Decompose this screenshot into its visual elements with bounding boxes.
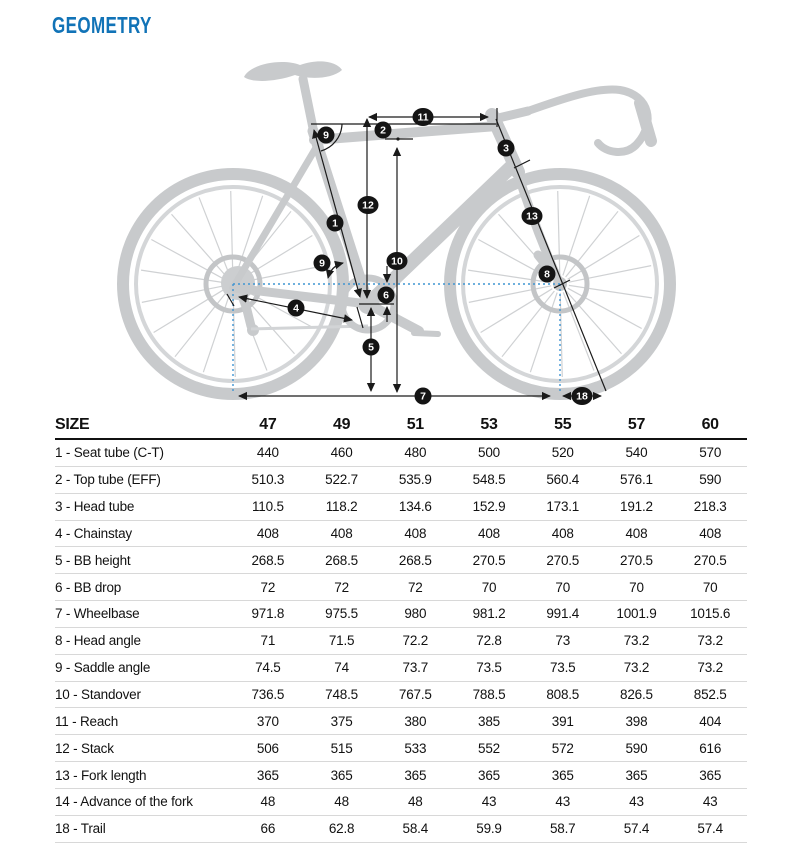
row-value: 48: [334, 794, 349, 810]
row-value: 70: [629, 579, 644, 595]
row-value: 460: [330, 445, 353, 461]
row-value: 576.1: [620, 472, 653, 488]
row-value: 43: [555, 794, 571, 810]
table-row: [55, 762, 747, 789]
row-label: 3 - Head tube: [55, 499, 135, 515]
row-value: 173.1: [546, 499, 580, 515]
table-row: [55, 816, 747, 843]
size-column-header: 49: [332, 416, 351, 433]
row-value: 852.5: [693, 687, 727, 703]
row-value: 480: [404, 445, 427, 461]
row-value: 70: [555, 579, 571, 595]
row-value: 270.5: [693, 552, 727, 568]
row-value: 365: [404, 767, 427, 783]
row-value: 548.5: [472, 472, 506, 488]
row-label: 5 - BB height: [55, 552, 131, 568]
dim-marker-8: [539, 266, 556, 283]
row-value: 72.2: [402, 633, 429, 649]
standover-dot: [396, 137, 399, 140]
row-value: 808.5: [546, 687, 580, 703]
table-row: [55, 682, 747, 709]
row-value: 408: [330, 525, 353, 541]
row-value: 440: [256, 445, 279, 461]
svg-text:9: 9: [319, 257, 325, 270]
row-value: 72: [334, 579, 349, 595]
dim-marker-4: [288, 300, 305, 317]
row-value: 506: [256, 740, 279, 756]
svg-text:18: 18: [576, 390, 588, 403]
row-value: 71: [260, 633, 276, 649]
row-value: 72: [407, 579, 423, 595]
svg-text:7: 7: [420, 390, 426, 403]
row-value: 66: [260, 821, 276, 837]
row-value: 365: [699, 767, 722, 783]
table-row: [55, 440, 747, 467]
size-column-header: 60: [701, 416, 719, 433]
geometry-table: [55, 412, 747, 843]
table-row: [55, 574, 747, 601]
row-label: 14 - Advance of the fork: [55, 794, 193, 810]
size-column-header: 47: [259, 416, 277, 433]
row-value: 118.2: [325, 499, 358, 515]
row-value: 971.8: [251, 606, 285, 622]
saddle: [244, 61, 342, 81]
table-row: [55, 708, 747, 735]
row-value: 515: [330, 740, 353, 756]
row-value: 57.4: [623, 821, 650, 837]
row-value: 788.5: [472, 687, 506, 703]
row-value: 748.5: [325, 687, 358, 703]
row-value: 560.4: [546, 472, 580, 488]
size-column-header: 55: [554, 416, 572, 433]
dim-marker-18: [572, 387, 593, 405]
dim-marker-11: [413, 108, 434, 126]
row-value: 57.4: [697, 821, 723, 837]
row-value: 365: [256, 767, 279, 783]
row-label: 1 - Seat tube (C-T): [55, 445, 164, 461]
row-value: 191.2: [620, 499, 653, 515]
geometry-diagram-svg: [0, 0, 791, 412]
row-value: 58.4: [402, 821, 429, 837]
stem: [494, 111, 528, 119]
dim-marker-9-bb: [314, 255, 331, 272]
dim-marker-7: [415, 388, 432, 405]
dim-marker-2: [375, 122, 392, 139]
svg-text:11: 11: [417, 111, 429, 124]
svg-text:12: 12: [362, 199, 374, 212]
row-value: 365: [625, 767, 648, 783]
row-value: 73.7: [402, 660, 429, 676]
row-value: 73.5: [549, 660, 576, 676]
table-row: [55, 547, 747, 574]
row-value: 71.5: [328, 633, 355, 649]
row-value: 500: [478, 445, 500, 461]
table-row: [55, 467, 747, 494]
row-value: 398: [625, 713, 648, 729]
row-value: 270.5: [472, 552, 506, 568]
row-label: 13 - Fork length: [55, 767, 147, 783]
page-title: GEOMETRY: [52, 12, 152, 38]
bike-geometry-diagram: [0, 0, 791, 412]
row-value: 391: [551, 713, 574, 729]
svg-text:1: 1: [332, 217, 338, 230]
row-value: 73.2: [697, 633, 723, 649]
row-value: 533: [404, 740, 427, 756]
svg-text:6: 6: [383, 289, 389, 302]
row-label: 8 - Head angle: [55, 633, 141, 649]
seat-post: [303, 79, 314, 133]
dim-marker-6: [378, 287, 395, 304]
table-row: [55, 735, 747, 762]
geometry-table-body: [55, 440, 747, 843]
row-value: 58.7: [549, 821, 576, 837]
row-value: 380: [404, 713, 427, 729]
table-row: [55, 628, 747, 655]
svg-text:13: 13: [526, 210, 538, 223]
down-tube: [369, 166, 512, 303]
row-label: 4 - Chainstay: [55, 525, 132, 541]
row-value: 70: [702, 579, 718, 595]
row-value: 736.5: [251, 687, 285, 703]
dim-marker-13: [522, 207, 543, 225]
row-value: 365: [551, 767, 574, 783]
row-label: 9 - Saddle angle: [55, 660, 151, 676]
svg-text:5: 5: [368, 341, 374, 354]
row-value: 981.2: [472, 606, 506, 622]
dim-marker-1: [327, 215, 344, 232]
svg-text:10: 10: [391, 255, 403, 268]
row-value: 268.5: [325, 552, 358, 568]
table-row: [55, 655, 747, 682]
svg-text:9: 9: [323, 129, 329, 142]
svg-text:8: 8: [544, 268, 550, 281]
row-value: 48: [260, 794, 276, 810]
row-value: 218.3: [693, 499, 727, 515]
row-value: 365: [330, 767, 353, 783]
row-value: 572: [551, 740, 574, 756]
row-value: 522.7: [325, 472, 358, 488]
dim-marker-9-seat-cluster: [318, 127, 335, 144]
row-value: 535.9: [398, 472, 432, 488]
size-column-header: 53: [480, 416, 498, 433]
row-value: 375: [330, 713, 353, 729]
row-value: 62.8: [328, 821, 355, 837]
row-label: 18 - Trail: [55, 821, 106, 837]
row-value: 767.5: [398, 687, 432, 703]
steering-axis-line: [496, 119, 606, 391]
row-value: 73: [555, 633, 571, 649]
row-value: 510.3: [251, 472, 285, 488]
row-value: 48: [407, 794, 423, 810]
row-value: 73.2: [697, 660, 723, 676]
row-value: 43: [702, 794, 718, 810]
dim-marker-10: [387, 252, 408, 270]
row-value: 616: [699, 740, 722, 756]
row-value: 980: [404, 606, 427, 622]
dim-marker-12: [358, 196, 379, 214]
pedal: [414, 333, 438, 334]
row-value: 72.8: [476, 633, 502, 649]
row-value: 152.9: [472, 499, 506, 515]
row-value: 43: [629, 794, 644, 810]
row-value: 991.4: [546, 606, 580, 622]
row-value: 826.5: [620, 687, 653, 703]
table-row: [55, 494, 747, 521]
row-value: 975.5: [325, 606, 358, 622]
row-value: 408: [699, 525, 722, 541]
row-value: 270.5: [546, 552, 580, 568]
row-value: 408: [478, 525, 500, 541]
size-column-header: 57: [627, 416, 646, 433]
row-value: 540: [625, 445, 648, 461]
row-value: 74: [334, 660, 349, 676]
dim-marker-5: [363, 339, 380, 356]
row-value: 268.5: [251, 552, 285, 568]
row-label: 11 - Reach: [55, 713, 119, 729]
table-header: [55, 412, 747, 440]
row-value: 590: [699, 472, 722, 488]
row-value: 408: [256, 525, 279, 541]
row-value: 73.2: [623, 660, 650, 676]
row-value: 570: [699, 445, 722, 461]
row-value: 268.5: [398, 552, 432, 568]
row-value: 1015.6: [690, 606, 731, 622]
row-value: 110.5: [251, 499, 284, 515]
row-value: 408: [625, 525, 648, 541]
row-label: 2 - Top tube (EFF): [55, 472, 161, 488]
row-label: 7 - Wheelbase: [55, 606, 140, 622]
svg-text:2: 2: [380, 124, 386, 137]
row-label: 6 - BB drop: [55, 579, 122, 595]
dim-marker-3: [498, 140, 515, 157]
row-value: 73.5: [476, 660, 502, 676]
row-value: 70: [481, 579, 497, 595]
svg-text:4: 4: [293, 302, 299, 315]
row-value: 408: [404, 525, 427, 541]
row-value: 1001.9: [616, 606, 657, 622]
row-value: 552: [478, 740, 500, 756]
handlebar: [528, 90, 648, 152]
size-column-header: 51: [406, 416, 424, 433]
row-value: 134.6: [398, 499, 432, 515]
size-header: SIZE: [55, 416, 90, 433]
row-value: 590: [625, 740, 648, 756]
row-label: 10 - Standover: [55, 687, 141, 703]
row-value: 43: [481, 794, 497, 810]
row-value: 520: [551, 445, 574, 461]
row-value: 385: [478, 713, 500, 729]
row-value: 404: [699, 713, 722, 729]
table-row: [55, 789, 747, 816]
row-label: 12 - Stack: [55, 740, 114, 756]
row-value: 74.5: [255, 660, 281, 676]
row-value: 73.2: [623, 633, 650, 649]
row-value: 270.5: [620, 552, 653, 568]
row-value: 365: [478, 767, 500, 783]
row-value: 408: [551, 525, 574, 541]
row-value: 72: [260, 579, 276, 595]
row-value: 370: [256, 713, 279, 729]
table-row: [55, 601, 747, 628]
row-value: 59.9: [476, 821, 502, 837]
svg-text:3: 3: [503, 142, 509, 155]
table-row: [55, 521, 747, 548]
